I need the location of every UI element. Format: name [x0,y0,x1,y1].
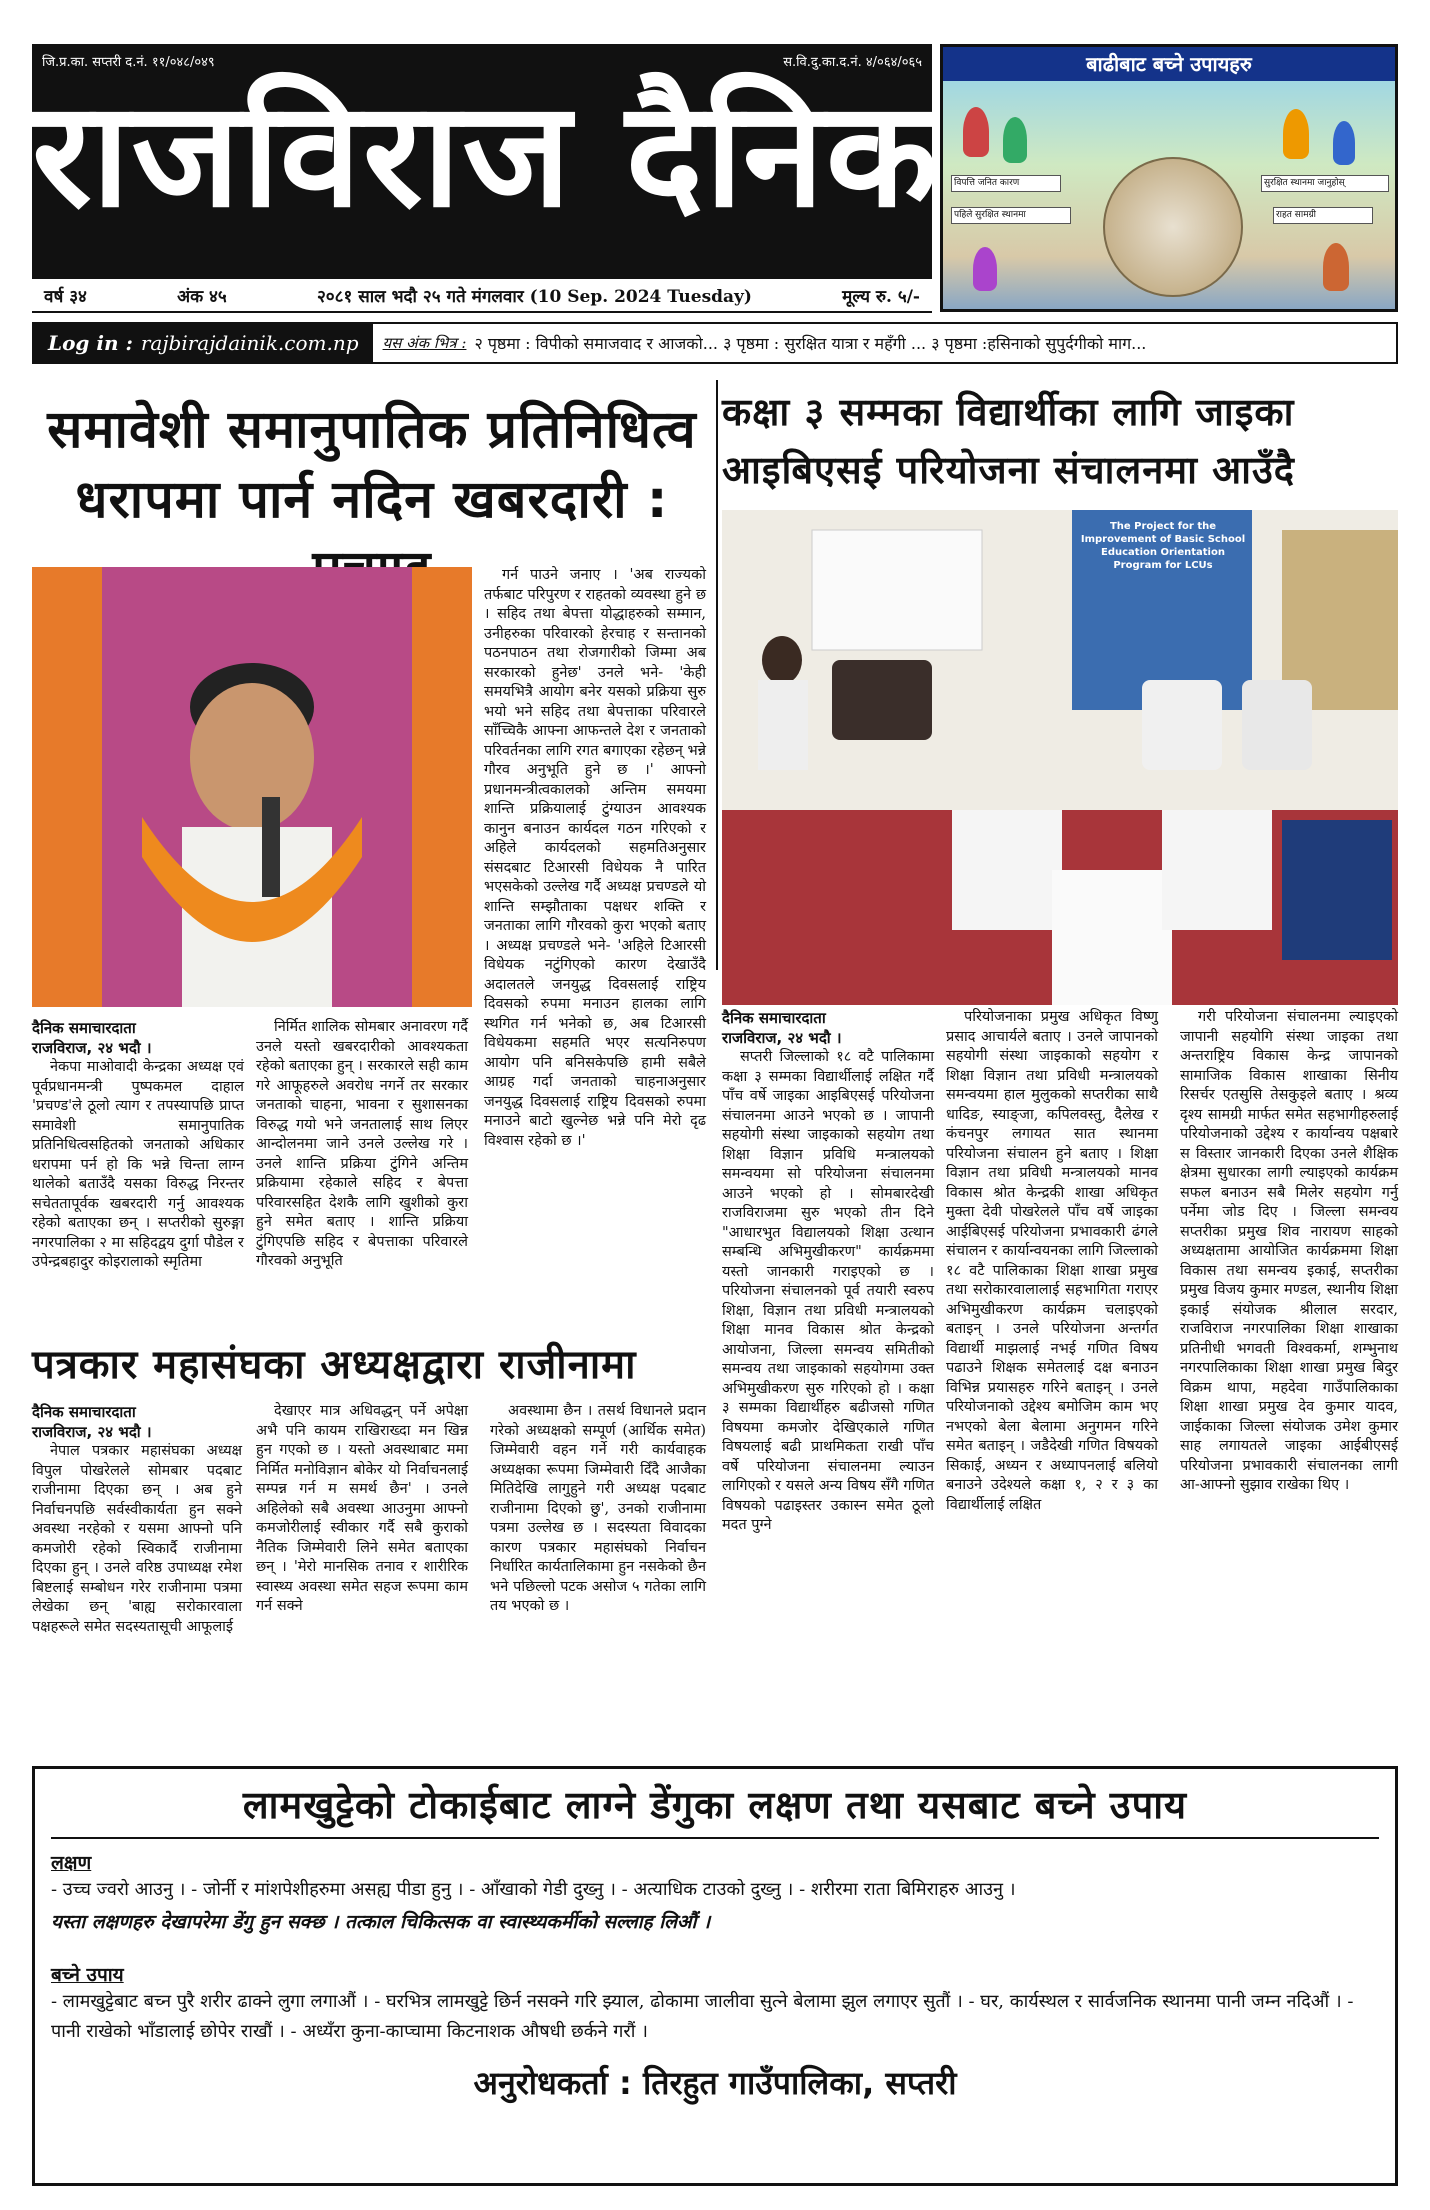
ad-center-illustration [1103,157,1243,297]
story1-byline2: राजविराज, २४ भदौ । [32,1039,152,1057]
login-bar [32,322,1398,364]
login-url[interactable]: rajbirajdainik.com.np [140,331,359,355]
ad-figure [1333,121,1355,165]
symptoms-label: लक्षण [51,1852,92,1874]
story3-headline: पत्रकार महासंघका अध्यक्षद्वारा राजीनामा [32,1342,637,1388]
story3-byline2: राजविराज, २४ भदौ । [32,1423,152,1441]
issue-bar [32,279,932,313]
story2-byline2: राजविराज, २४ भदौ । [722,1029,842,1047]
story3-text-col3: अवस्थामा छैन । तसर्थ विधानले प्रदान गरेको अध्यक्षको सम्पूर्ण (आर्थिक समेत) जिम्मेवारी वहन गर्ने गरी कार्यवाहक अध्यक्षका रूपमा जिम्मेवारी दिँदै आजैका मितिदेखि लागुहुने गरी अध्यक्ष पदबाट राजीनामा दिएको छु', उनको राजीनामा पत्रमा उल्लेख छ । सदस्यता विवादका कारण पत्रकार महासंघको निर्वाचन निर्धारित कार्यतालिकामा हुन नसकेको छैन भने पछिल्लो पटक असोज ५ गतेका लागि तय भएको छ । [490,1403,706,1614]
story3-col2 [256,1402,468,1617]
dengue-title: लामखुट्टेको टोकाईबाट लाग्ने डेंगुका लक्षण तथा यसबाट बच्ने उपाय [51,1779,1379,1839]
story1-headline: समावेशी समानुपातिक प्रतिनिधित्व धरापमा पार्न नदिन खबरदारी : [47,400,697,530]
orientation-photo-illustration [722,510,1398,1005]
ad-figure [1283,109,1309,159]
ad-figure [973,247,997,291]
story1-photo [32,567,472,1007]
ad-figure [1323,243,1349,291]
ad-box: राहत सामग्री [1273,207,1373,224]
login-label: Log in : [48,331,133,355]
ad-box: सुरक्षित स्थानमा जानुहोस् [1261,175,1389,192]
story1-col1 [32,1018,244,1273]
photo-banner-text: The Project for the Improvement of Basic School Education Orientation Program for LCUs [1080,521,1246,571]
year: वर्ष ३४ [44,286,87,307]
issue-number: अंक ४५ [177,286,227,307]
ad-box: विपत्ति जनित कारण [951,175,1061,192]
story1-byline1: दैनिक समाचारदाता [32,1019,136,1037]
story1-text-col1: नेकपा माओवादी केन्द्रका अध्यक्ष एवं पूर्वप्रधानमन्त्री पुष्पकमल दाहाल 'प्रचण्ड'ले ठूलो त्याग र तपस्यापछि प्राप्त समावेशी समानुपातिक प्रतिनिधित्वसहितको जनताको अधिकार धरापमा पर्न हो कि भन्ने चिन्ता लाग्न थालेको बताउँदै यसका विरुद्ध निरन्तर सचेततापूर्वक खबरदारी गर्नु आवश्यक रहेको बताएका छन् । सप्तरीको सुरुङ्गा नगरपालिका २ मा सहिदद्वय दुर्गा पौडेल र उपेन्द्रबहादुर कोइरालाको स्मृतिमा [32,1059,244,1270]
price: मूल्य रु. ५/- [842,286,920,307]
story2-text-col1: सप्तरी जिल्लाको १८ वटै पालिकामा कक्षा ३ सम्मका विद्यार्थीलाई लक्षित गर्दै पाँच वर्षे जाइका आइबिएसई परियोजना संचालनमा आउने भएको छ । जापानी सहयोगी संस्था जाइकाको सहयोग तथा शिक्षा विज्ञान प्रविधि मन्त्रालयको समन्वयमा सो परियोजना संचालनमा आउने भएको हो । सोमबारदेखी राजविराजमा सुरु भएको तीन दिने "आधारभुत विद्यालयको शिक्षा उत्थान सम्बन्धि अभिमुखीकरण" कार्यक्रममा यस्तो जानकारी गराइएको छ । परियोजना संचालनको पूर्व तयारी स्वरुप शिक्षा, विज्ञान तथा प्रविधी मन्त्रालयको शिक्षा मानव विकास श्रोत केन्द्रको आयोजना, जिल्ला समन्वय समितीको समन्वय तथा जाइकाको सहयोगमा उक्त अभिमुखीकरण सुरु गरिएको हो । कक्षा ३ सम्मका विद्यार्थीहरु बढीजसो गणित विषयमा कमजोर देखिएकाले गणित विषयलाई बढी प्राथमिकता राखी पाँच वर्षे परियोजना संचालनमा ल्याउन लागिएको र यसले अन्य विषय सँगै गणित विषयको पढाइस्तर उकास्न समेत ठूलो मदत पुग्ने [722,1049,934,1533]
dengue-sponsor: अनुरोधकर्ता : तिरहुत गाउँपालिका, सप्तरी [473,2064,957,2102]
login-link[interactable] [34,324,373,362]
inside-label: यस अंक भित्र : [382,334,467,352]
story2-text-col2: परियोजनाका प्रमुख अधिकृत विष्णु प्रसाद आचार्यले बताए । उनले जापानको सहयोगी संस्था जाइकाको सहयोग र शिक्षा विज्ञान तथा प्रविधी मन्त्रालयको समन्वयमा हाल मुलुकको सप्तरीका साथै धादिङ, स्याङ्जा, कपिलवस्तु, दैलेख र कंचनपुर लगायत सात स्थानमा परियोजना संचालन हुने बताए । शिक्षा विज्ञान तथा प्रविधी मन्त्रालयको मानव विकास श्रोत केन्द्रकी शाखा अधिकृत मुक्ता देवी पोखरेलले पाँच वर्षे जाइका आईबिएसई परियोजना प्रभावकारी ढंगले संचालन र कार्यान्वयनका लागि जिल्लाको १८ वटै पालिकाका शिक्षा शाखा प्रमुख तथा सरोकारवालालाई सहभागिता गराएर अभिमुखीकरण कार्यक्रम चलाइएको बताइन् । उनले परियोजना अन्तर्गत विद्यार्थी माझलाई नभई गणित विषय पढाउने शिक्षक समेतलाई दक्ष बनाउन विभिन्न प्रयासहरु गरिने बताइन् । उनले परियोजनाको उद्देश्य बमोजिम काम भए नभएको बेला बेलामा अनुगमन गरिने समेत बताइन् । जडैदेखी गणित विषयको सिकाई, अध्यन र अध्यापनलाई बलियो बनाउने उदेश्यले कक्षा १, २ र ३ का विद्यार्थीलाई लक्षित [946,1009,1158,1513]
story3-col3 [490,1402,706,1617]
story1-col3 [484,566,706,1151]
ad-figure [963,107,989,157]
story2-col1 [722,1008,934,1536]
prachanda-photo-illustration [32,567,472,1007]
ad-box: पहिले सुरक्षित स्थानमा [951,207,1071,224]
story2-col3 [1180,1008,1398,1496]
column-divider [716,380,718,970]
ad-figure [1003,117,1027,163]
story1-text-col3: गर्न पाउने जनाए । 'अब राज्यको तर्फबाट परिपुरण र राहतको व्यवस्था हुने छ । सहिद तथा बेपत्ता योद्धाहरुको सम्मान, उनीहरुका परिवारको हेरचाह र सन्तानको पठनपाठन तथा रोजगारीको जिम्मा अब सरकारको हुनेछ' उनले भने- 'केही समयभित्रै आयोग बनेर यसको प्रक्रिया सुरु भयो भने सहिद तथा बेपत्ताका परिवारले साँच्चिकै आफ्ना आफन्तले देश र जनताको परिवर्तनका लागि रगत बगाएका रहेछन् भन्ने गौरव अनुभूति हुने छ ।' आफ्नो प्रधानमन्त्रीत्वकालको अन्तिम समयमा शान्ति प्रक्रियालाई टुंग्याउन आवश्यक कानुन बनाउन कार्यदल गठन गरिएको र अहिले कार्यदलको सहमतिअनुसार संसदबाट टिआरसी विधेयक नै पारित भएसकेको उल्लेख गर्दै अध्यक्ष प्रचण्डले यो शान्ति सम्झौताका पक्षधर शक्ति र जनताका लागि गौरवको कुरा भएको बताए । अध्यक्ष प्रचण्डले भने- 'अहिले टिआरसी विधेयक नटुंगिएको कारण देखाउँदै अदालतले जनयुद्ध दिवसलाई राष्ट्रिय दिवसको रुपमा मनाउन हालका लागि स्थगित गर्न भनेको छ, अब टिआरसी विधेयकमा सहमति भएर सत्यनिरुपण आयोग पनि बनिसकेपछि हामी सबैले आग्रह गर्दा जनताको चाहनाअनुसार जनयुद्ध दिवसलाई राष्ट्रिय दिवसको रुपमा मनाउने बाटो खुल्नेछ भन्ने पनि मेरो दृढ विश्वास रहेको छ ।' [484,567,706,1149]
prevention-label: बच्ने उपाय [51,1964,124,1986]
issue-date: २०८१ साल भदौ २५ गते मंगलवार (10 Sep. 2024 Tuesday) [316,286,752,307]
prevention-text: - लामखुट्टेबाट बच्न पुरै शरीर ढाक्ने लुगा लगाऔं । - घरभित्र लामखुट्टे छिर्न नसक्ने गरि झ्याल, ढोकामा जालीवा सुत्ने बेलामा झुल लगाएर सुतौं । - घर, कार्यस्थल र सार्वजनिक स्थानमा पानी जम्न नदिऔं । - पानी राखेको भाँडालाई छोपेर राखौं । - अध्यँरा कुना-काप्चामा किटनाशक औषधी छर्कने गरौं । [51,1991,1354,2042]
story1-text-col2: निर्मित शालिक सोमबार अनावरण गर्दै उनले यस्तो खबरदारीको आवश्यकता रहेको बताएका हुन् । सरकारले सही काम गरे आफूहरुले अवरोध नगर्ने तर सरकार जनताको चाहना, भावना र सुशासनका विरुद्ध गयो भने जनतालाई साथ लिएर आन्दोलनमा जाने उनले उल्लेख गरे । उनले शान्ति प्रक्रिया टुंगिने अन्तिम प्रक्रियामा रहेकाले सहिद र बेपत्ता परिवारसहित देशकै लागि खुशीको कुरा हुने समेत बताए । शान्ति प्रक्रिया टुंगिएपछि सहिद र बेपत्ताका परिवारले गौरवको अनुभूति [256,1019,468,1269]
story3-byline1: दैनिक समाचारदाता [32,1403,136,1421]
dengue-notice [32,1766,1398,2186]
story1-col2 [256,1018,468,1272]
paper-name: राजविराज दैनिक [32,70,941,240]
inside-text: २ पृष्ठमा : विपीको समाजवाद र आजको... ३ पृष्ठमा : सुरक्षित यात्रा र महँगी ... ३ पृष्ठमा :हसिनाको सुपुर्दगीको माग... [474,334,1147,353]
registration-left: जि.प्र.का. सप्तरी द.नं. ११/०४८/०४९ [42,55,215,70]
masthead [32,44,941,279]
story2-photo [722,510,1398,1005]
flood-ad [940,44,1398,312]
registration-right: स.वि.दु.का.द.नं. ४/०६४/०६५ [783,55,922,70]
story2-headline: कक्षा ३ सम्मका विद्यार्थीका लागि जाइका आइबिएसई परियोजना संचालनमा आउँदै [722,390,1295,492]
story3-col1 [32,1402,242,1637]
symptoms-text: - उच्च ज्वरो आउनु । - जोर्नी र मांशपेशीहरुमा असह्य पीडा हुनु । - आँखाको गेडी दुख्नु । - अत्याधिक टाउको दुख्नु । - शरीरमा राता बिमिराहरु आउनु । [51,1879,1016,1900]
story2-byline1: दैनिक समाचारदाता [722,1009,826,1027]
story3-text-col1: नेपाल पत्रकार महासंघका अध्यक्ष विपुल पोखरेलले सोमबार पदबाट राजीनामा दिएका छन् । अब हुने निर्वाचनपछि सर्वस्वीकार्यता हुन सक्ने अवस्था नरहेको र यसमा आफ्नो पनि कमजोरी रहेको स्विकार्दै राजीनामा दिएका हुन् । उनले वरिष्ठ उपाध्यक्ष रमेश बिष्टलाई सम्बोधन गरेर राजीनामा पत्रमा लेखेका छन् 'बाह्य सरोकारवाला पक्षहरूले समेत सदस्यतासूची आफूलाई [32,1443,242,1635]
story3-text-col2: देखाएर मात्र अधिवद्धन् पर्ने अपेक्षा अभै पनि कायम राखिराख्दा मन खिन्न हुन गएको छ । यस्तो अवस्थाबाट ममा निर्मित मनोविज्ञान बोकेर यो निर्वाचनलाई सम्पन्न गर्न म समर्थ छैन' । उनले अहिलेको सबै अवस्था आउनुमा आफ्नो कमजोरीलाई स्वीकार गर्दै सबै कुराको नैतिक जिम्मेवारी लिने समेत बताएका छन् । 'मेरो मानसिक तनाव र शारीरिक स्वास्थ्य अवस्था समेत सहज रूपमा काम गर्न सक्ने [256,1403,468,1614]
story2-col2 [946,1008,1158,1515]
ad-title: बाढीबाट बच्ने उपायहरु [943,47,1395,81]
dengue-warning: यस्ता लक्षणहरु देखापरेमा डेंगु हुन सक्छ । तत्काल चिकित्सक वा स्वास्थ्यकर्मीको सल्लाह लिऔं । [51,1911,711,1933]
story2-text-col3: गरी परियोजना संचालनमा ल्याइएको जापानी सहयोगि संस्था जाइका तथा अन्तराष्ट्रिय विकास केन्द्र जापानको सामाजिक विकास शाखाका सिनीय रिसर्चर एतसुसि तेसकुइले बताए । श्रव्य दृश्य सामग्री मार्फत समेत सहभागीहरुलाई परियोजनाको उद्देश्य र कार्यान्वय पक्षबारे स विस्तार जानकारी दिएका उनले शैक्षिक क्षेत्रमा सुधारका लागी ल्याइएको कार्यक्रम सफल बनाउन सबै मिलेर सहयोग गर्नु पर्नेमा जोड दिए । जिल्ला समन्वय सप्तरीका प्रमुख शिव नारायण साहको अध्यक्षतामा आयोजित कार्यक्रममा शिक्षा विकास तथा समन्वय इकाई, सप्तरीका प्रमुख विजय कुमार मण्डल, स्थानीय शिक्षा इकाई संयोजक श्रीलाल सरदार, राजविराज नगरपालिका शिक्षा शाखाका प्रतिनीधी भगवती विश्वकर्मा, शम्भुनाथ नगरपालिकाका शिक्षा शाखा प्रमुख बिदुर विक्रम थापा, महदेवा गाउँपालिकाका शिक्षा शाखा प्रमुख देव कुमार यादव, जाईकाका जिल्ला संयोजक उमेश कुमार साह लगायतले जाइका आईबीएसई परियोजना प्रभावकारी संचालनका लागी आ-आफ्नो सुझाव राखेका थिए । [1180,1009,1398,1493]
